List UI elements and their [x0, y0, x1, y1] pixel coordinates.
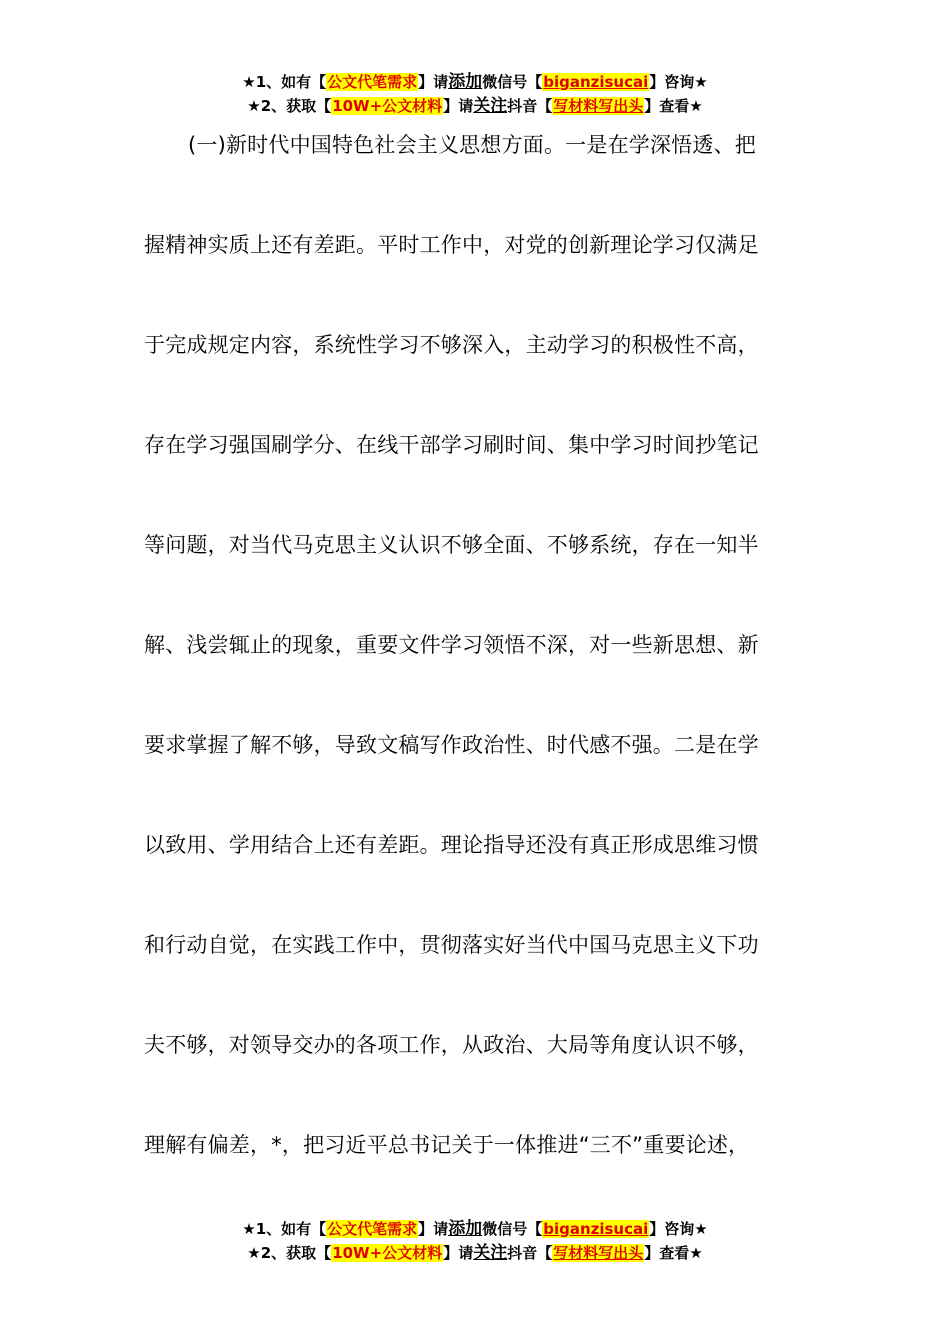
header-line-2-prefix: ★2、获取【	[247, 97, 332, 115]
footer-line-1-add: 添加	[448, 1219, 483, 1239]
footer-line-1-wechat-id[interactable]: biganzisucai	[543, 1220, 649, 1238]
footer-line-1-please: 】请	[418, 1220, 449, 1238]
footer-line-1-prefix: ★1、如有【	[242, 1220, 327, 1238]
body-line-7: 要求掌握了解不够，导致文稿写作政治性、时代感不强。二是在学	[144, 733, 759, 757]
body-line-9: 和行动自觉，在实践工作中，贯彻落实好当代中国马克思主义下功	[144, 933, 759, 957]
header-line-1-suffix: 】咨询★	[649, 73, 708, 91]
body-line-2: 握精神实质上还有差距。平时工作中，对党的创新理论学习仅满足	[144, 233, 759, 257]
header-line-1	[0, 70, 950, 94]
header-line-2-douyin-account[interactable]: 写材料写出头	[553, 97, 644, 115]
body-line-6: 解、浅尝辄止的现象，重要文件学习领悟不深，对一些新思想、新	[144, 633, 759, 657]
footer-banner	[0, 1217, 950, 1265]
header-line-2	[0, 94, 950, 118]
body-line-3: 于完成规定内容，系统性学习不够深入，主动学习的积极性不高，	[144, 333, 759, 357]
body-line-10: 夫不够，对领导交办的各项工作，从政治、大局等角度认识不够，	[144, 1033, 759, 1057]
body-line-1: (一)新时代中国特色社会主义思想方面。一是在学深悟透、把	[188, 133, 756, 157]
header-line-1-prefix: ★1、如有【	[242, 73, 327, 91]
header-line-2-materials-highlight: 10W+公文材料	[332, 97, 443, 115]
footer-line-2-suffix: 】查看★	[644, 1244, 703, 1262]
footer-line-2	[0, 1241, 950, 1265]
header-line-1-service-highlight: 公文代笔需求	[327, 73, 418, 91]
body-line-8: 以致用、学用结合上还有差距。理论指导还没有真正形成思维习惯	[144, 833, 759, 857]
header-line-1-wechat-id[interactable]: biganzisucai	[543, 73, 649, 91]
header-line-2-suffix: 】查看★	[644, 97, 703, 115]
header-line-1-add: 添加	[448, 72, 483, 92]
footer-line-2-please: 】请	[443, 1244, 474, 1262]
body-line-5: 等问题，对当代马克思主义认识不够全面、不够系统，存在一知半	[144, 533, 759, 557]
footer-line-2-follow: 关注	[473, 1243, 508, 1263]
document-body	[144, 127, 804, 1227]
header-line-1-please: 】请	[418, 73, 449, 91]
header-line-1-wechat-label: 微信号【	[482, 73, 543, 91]
footer-line-2-douyin-label: 抖音【	[507, 1244, 553, 1262]
header-line-2-douyin-label: 抖音【	[507, 97, 553, 115]
footer-line-1-service-highlight: 公文代笔需求	[327, 1220, 418, 1238]
header-line-2-follow: 关注	[473, 96, 508, 116]
footer-line-2-materials-highlight: 10W+公文材料	[332, 1244, 443, 1262]
body-line-11: 理解有偏差，*，把习近平总书记关于一体推进“三不”重要论述，	[144, 1133, 750, 1157]
footer-line-1-wechat-label: 微信号【	[482, 1220, 543, 1238]
body-line-4: 存在学习强国刷学分、在线干部学习刷时间、集中学习时间抄笔记	[144, 433, 759, 457]
header-banner	[0, 70, 950, 118]
footer-line-1-suffix: 】咨询★	[649, 1220, 708, 1238]
header-line-2-please: 】请	[443, 97, 474, 115]
footer-line-2-prefix: ★2、获取【	[247, 1244, 332, 1262]
footer-line-2-douyin-account[interactable]: 写材料写出头	[553, 1244, 644, 1262]
footer-line-1	[0, 1217, 950, 1241]
